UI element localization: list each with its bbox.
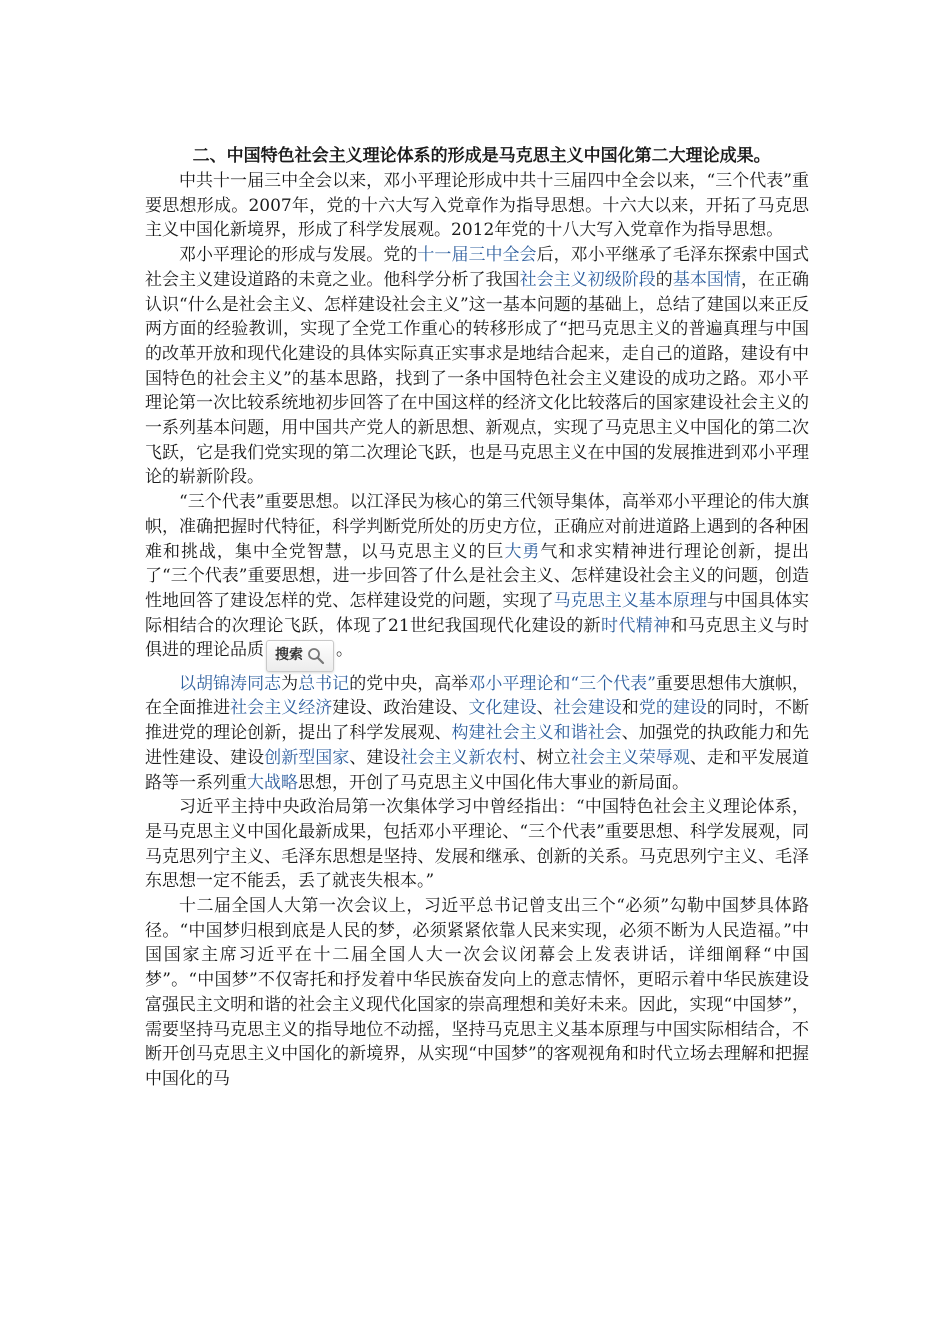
text-run: 中共十一届三中全会以来，邓小平理论形成中共十三届四中全会以来，“三个代表”重要思想形成。2007年，党的十六大写入党章作为指导思想。十六大以来，开拓了马克思主义中国化新境界，形成了科学发展观。2012年党的十八大写入党章作为指导思想。 <box>145 171 809 241</box>
paragraph-6 <box>145 894 809 1092</box>
paragraph-3 <box>145 490 809 672</box>
text-link[interactable]: 创新型国家 <box>264 747 350 768</box>
paragraph-1 <box>145 169 809 243</box>
paragraph-4 <box>145 672 809 796</box>
text-link[interactable]: 以胡锦涛同志 <box>179 673 282 694</box>
text-run: 习近平主持中央政治局第一次集体学习中曾经指出：“中国特色社会主义理论体系，是马克思主义中国化最新成果，包括邓小平理论、“三个代表”重要思想、科学发展观，同马克思列宁主义、毛泽东思想是坚持、发展和继承、创新的关系。马克思列宁主义、毛泽东思想一定不能丢，丢了就丧失根本。” <box>145 797 809 892</box>
text-link[interactable]: 十一届三中全会 <box>417 245 537 266</box>
text-run: 和 <box>621 698 639 719</box>
text-run: 十二届全国人大第一次会议上，习近平总书记曾支出三个“必须”勾勒中国梦具体路径。“中国梦归根到底是人民的梦，必须紧紧依靠人民来实现，必须不断为人民造福。”中国国家主席习近平在十二届全国人大一次会议闭幕会上发表讲话，详细阐释“中国梦”。“中国梦”不仅寄托和抒发着中华民族奋发向上的意志情怀，更昭示着中华民族建设富强民主文明和谐的社会主义现代化国家的崇高理想和美好未来。因此，实现“中国梦”，需要坚持马克思主义的指导地位不动摇，坚持马克思主义基本原理与中国实际相结合，不断开创马克思主义中国化的新境界，从实现“中国梦”的客观视角和时代立场去理解和把握中国化的马 <box>145 896 809 1089</box>
text-run: 为 <box>281 673 299 694</box>
text-run: 、 <box>536 698 554 719</box>
text-link[interactable]: 时代精神 <box>601 615 671 636</box>
text-run: 思想，开创了马克思主义中国化伟大事业的新局面。 <box>298 772 689 793</box>
text-link[interactable]: 文化建设 <box>468 698 537 719</box>
text-link[interactable]: 总书记 <box>298 673 350 694</box>
text-link[interactable]: 社会主义经济 <box>230 698 333 719</box>
section-heading: 二、中国特色社会主义理论体系的形成是马克思主义中国化第二大理论成果。 <box>192 146 771 166</box>
text-run: 、加强党的执政能力和先进性建设、建设 <box>145 723 810 768</box>
text-run: 、树立 <box>519 747 571 768</box>
text-link[interactable]: 社会建设 <box>553 698 622 719</box>
search-button[interactable] <box>266 640 334 672</box>
text-link[interactable]: 社会主义荣辱观 <box>570 747 690 768</box>
text-link[interactable]: 基本国情 <box>672 269 741 290</box>
search-button-label: 搜索 <box>275 647 303 664</box>
text-run: 、建设 <box>349 747 401 768</box>
text-link[interactable]: 构建社会主义和谐社会 <box>451 723 622 744</box>
paragraph-2 <box>145 243 809 490</box>
text-run: 与中国具体实际相结合的次理论飞跃，体现了21世纪我国现代化建设的新 <box>145 590 810 636</box>
text-run: 气和求实精神进行理论创新，提出了“三个代表”重要思想，进一步回答了什么是社会主义、怎样建设社会主义的问题，创造性地回答了建设怎样的党、怎样建设党的问题，实现了 <box>145 541 810 611</box>
text-run: 重要思想伟大旗帜，在全面推进 <box>145 673 810 719</box>
text-run: 的 <box>655 269 673 290</box>
text-link[interactable]: 大战略 <box>247 772 298 793</box>
text-run: 后，邓小平继承了毛泽东探索中国式社会主义建设道路的未竟之业。他科学分析了我国 <box>145 245 810 290</box>
text-run: 。 <box>336 640 353 661</box>
text-link[interactable]: 大勇 <box>504 541 541 562</box>
text-link[interactable]: 党的建设 <box>638 698 707 719</box>
magnifier-icon <box>307 647 325 665</box>
text-run: 建设、政治建设、 <box>332 698 469 719</box>
text-run: 邓小平理论的形成与发展。党的 <box>179 245 418 266</box>
document-body <box>145 169 809 1092</box>
text-run: ，在正确认识“什么是社会主义、怎样建设社会主义”这一基本问题的基础上，总结了建国以来正反两方面的经验教训，实现了全党工作重心的转移形成了“把马克思主义的普遍真理与中国的改革开放和现代化建设的具体实际真正实事求是地结合起来，走自己的道路，建设有中国特色的社会主义”的基本思路，找到了一条中国特色社会主义建设的成功之路。邓小平理论第一次比较系统地初步回答了在中国这样的经济文化比较落后的国家建设社会主义的一系列基本问题，用中国共产党人的新思想、新观点，实现了马克思主义中国化的第二次飞跃，它是我们党实现的第二次理论飞跃，也是马克思主义在中国的发展推进到邓小平理论的崭新阶段。 <box>145 269 810 488</box>
text-run: 和马克思主义与时俱进的理论品质 <box>145 615 810 661</box>
text-link[interactable]: 社会主义初级阶段 <box>519 269 656 290</box>
paragraph-5 <box>145 795 809 894</box>
text-run: “三个代表”重要思想。以江泽民为核心的第三代领导集体，高举邓小平理论的伟大旗帜，准确把握时代特征，科学判断党所处的历史方位，正确应对前进道路上遇到的各种困难和挑战，集中全党智慧，以马克思主义的巨 <box>145 492 809 562</box>
text-link[interactable]: 邓小平理论和“三个代表” <box>468 673 656 694</box>
document-page <box>145 143 809 1092</box>
text-link[interactable]: 马克思主义基本原理 <box>553 590 707 611</box>
text-run: 的同时，不断推进党的理论创新，提出了科学发展观、 <box>145 698 810 744</box>
text-run: 的党中央，高举 <box>349 673 469 694</box>
text-run: 、走和平发展道路等一系列重 <box>145 747 810 793</box>
text-link[interactable]: 社会主义新农村 <box>400 747 520 768</box>
